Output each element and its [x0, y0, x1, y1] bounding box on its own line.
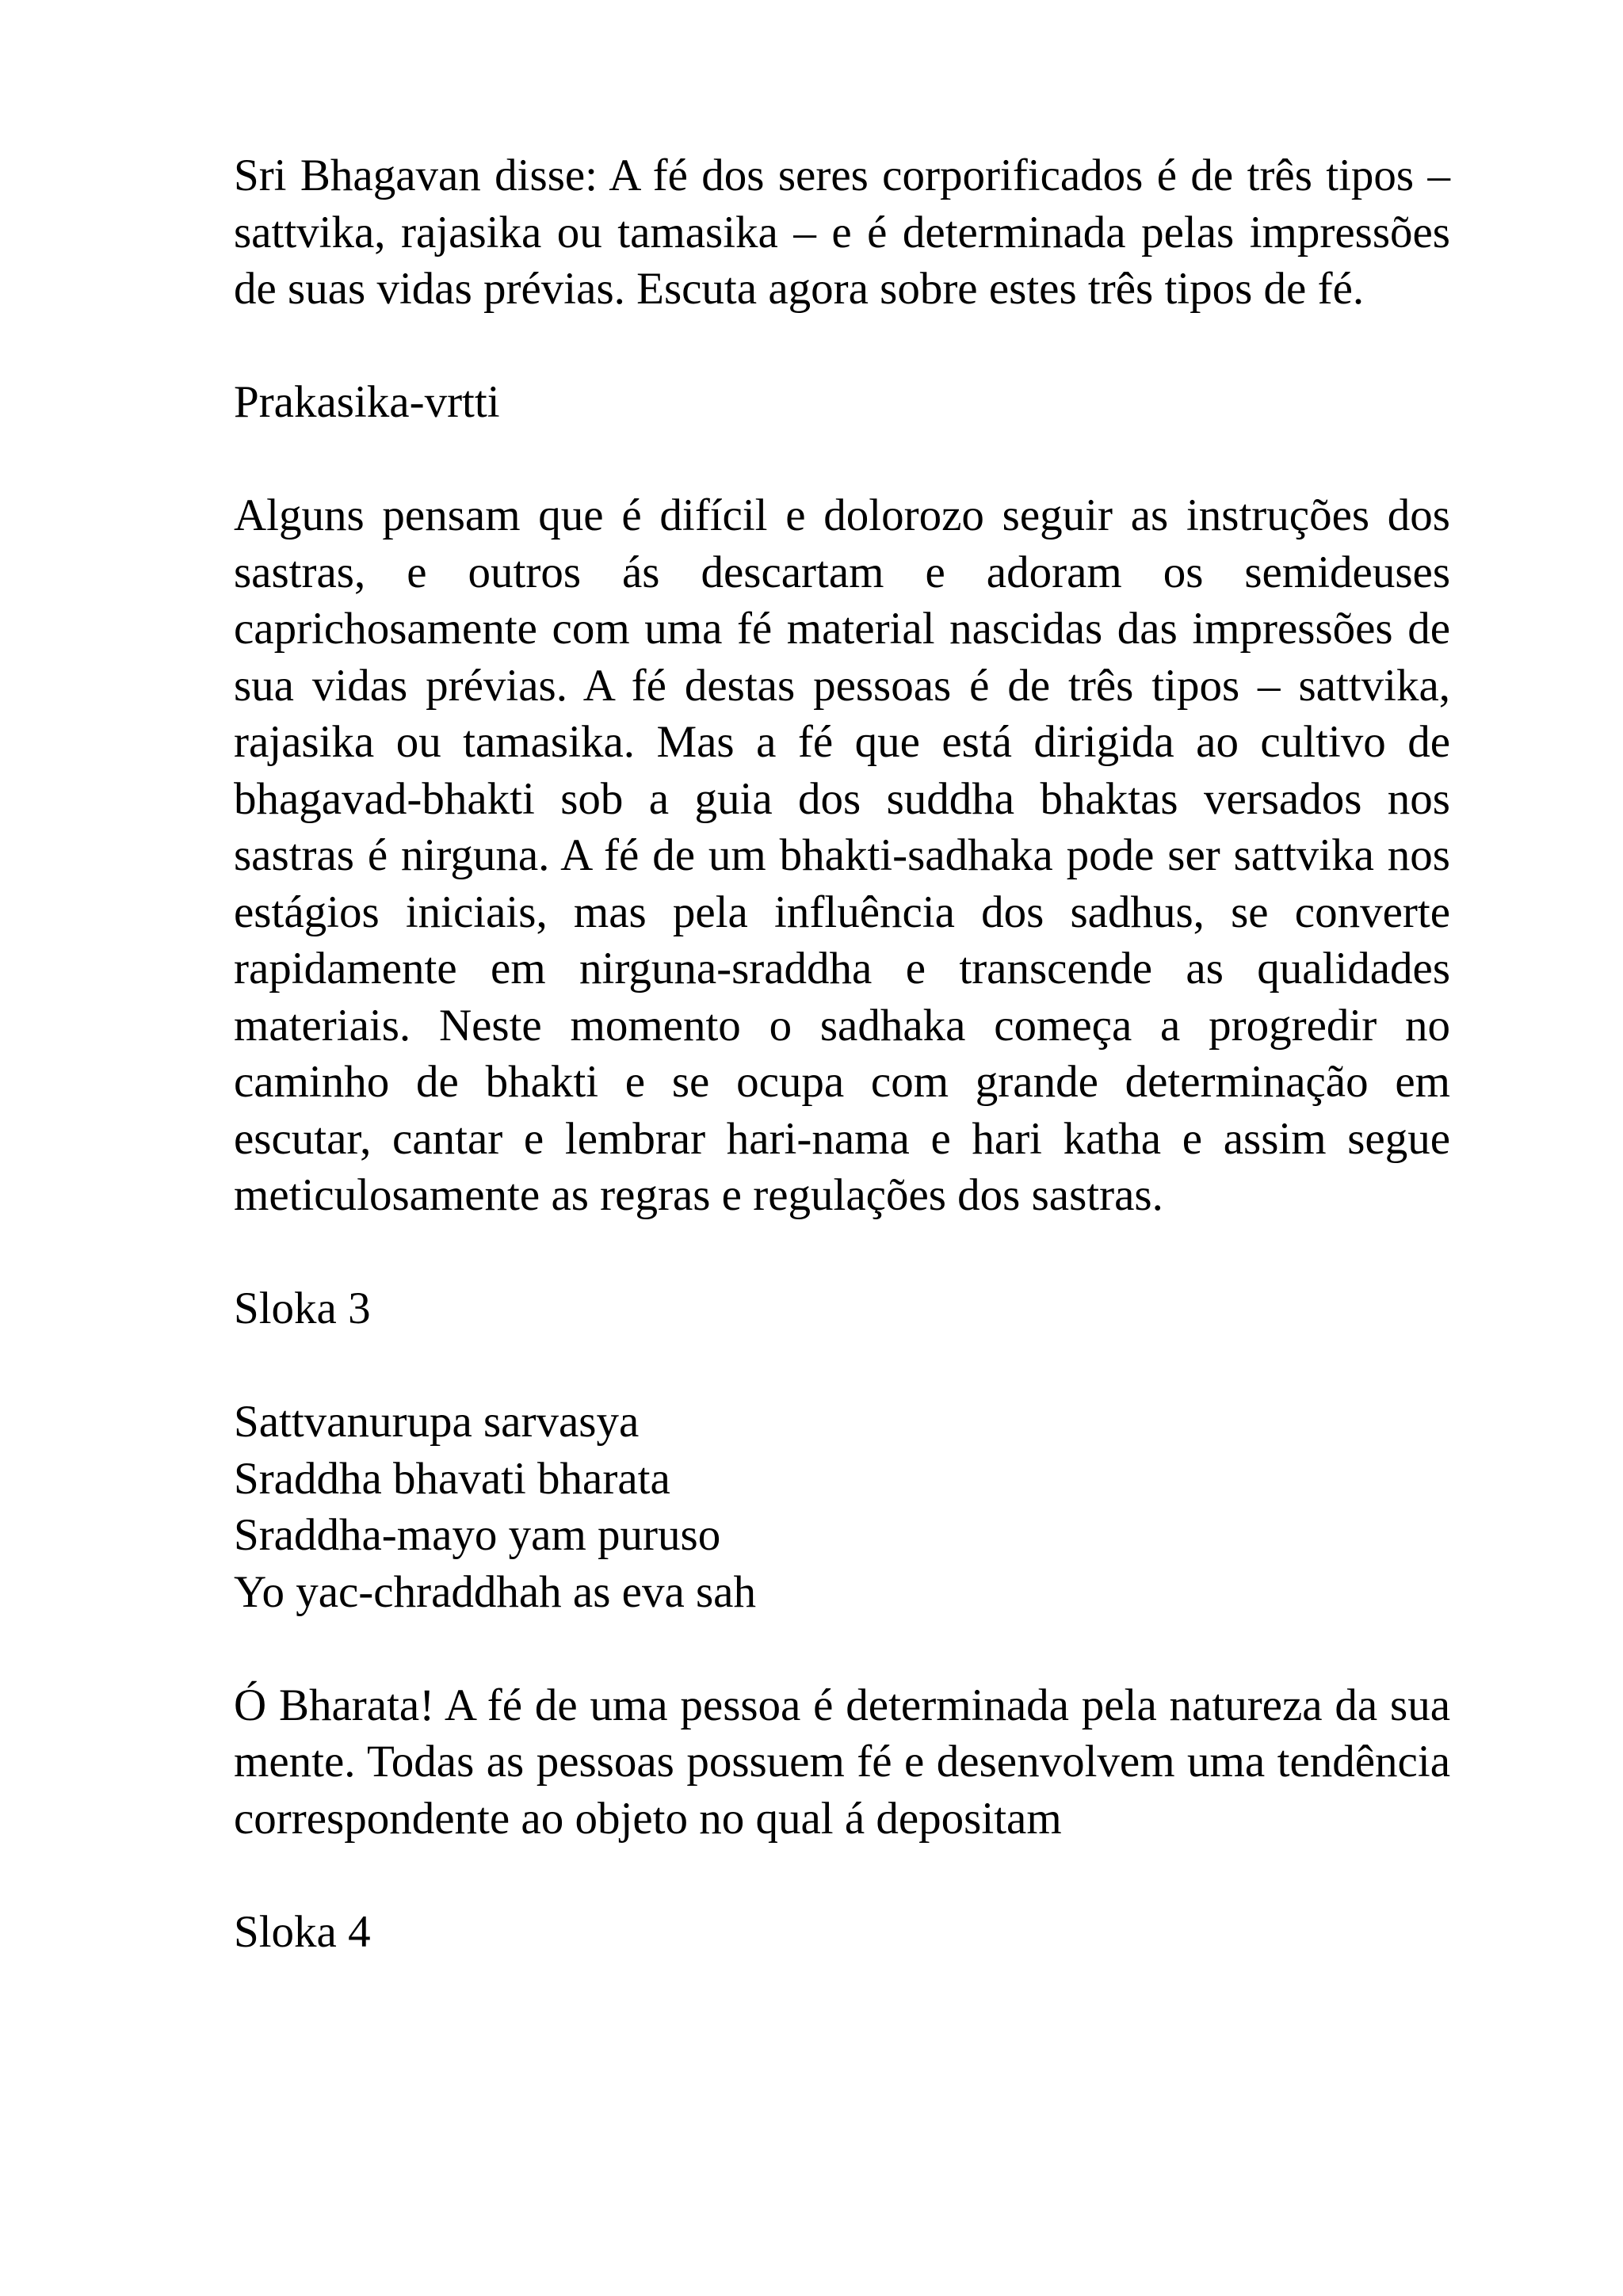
sloka-3-translation-paragraph: Ó Bharata! A fé de uma pessoa é determinada pela natureza da sua mente. Todas as pessoas possuem fé e desenvolvem uma tendência correspondente ao objeto no qual á depositam [234, 1680, 1450, 1844]
commentary-paragraph: Alguns pensam que é difícil e dolorozo seguir as instruções dos sastras, e outros ás descartam e adoram os semideuses caprichosamente com uma fé material nascidas das impressões de sua vidas prévias. A fé destas pessoas é de três tipos – sattvika, rajasika ou tamasika. Mas a fé que está dirigida ao cultivo de bhagavad-bhakti sob a guia dos suddha bhaktas versados nos sastras é nirguna. A fé de um bhakti-sadhaka pode ser sattvika nos estágios iniciais, mas pela influência dos sadhus, se converte rapidamente em nirguna-sraddha e transcende as qualidades materiais. Neste momento o sadhaka começa a progredir no caminho de bhakti e se ocupa com grande determinação em escutar, cantar e lembrar hari-nama e hari katha e assim segue meticulosamente as regras e regulações dos sastras. [234, 490, 1450, 1220]
text-column [234, 147, 1450, 2017]
verse-line: Sraddha bhavati bharata [234, 1453, 670, 1504]
sloka-3-heading: Sloka 3 [234, 1283, 371, 1333]
sloka-3-verse [234, 1394, 1450, 1620]
verse-line: Yo yac-chraddhah as eva sah [234, 1566, 756, 1617]
verse-line: Sattvanurupa sarvasya [234, 1397, 640, 1447]
translation-paragraph: Sri Bhagavan disse: A fé dos seres corporificados é de três tipos – sattvika, rajasika ou tamasika – e é determinada pelas impressões de suas vidas prévias. Escuta agora sobre estes três tipos de fé. [234, 151, 1450, 314]
verse-line: Sraddha-mayo yam puruso [234, 1510, 721, 1560]
sloka-4-heading: Sloka 4 [234, 1906, 371, 1957]
commentary-heading: Prakasika-vrtti [234, 377, 500, 427]
